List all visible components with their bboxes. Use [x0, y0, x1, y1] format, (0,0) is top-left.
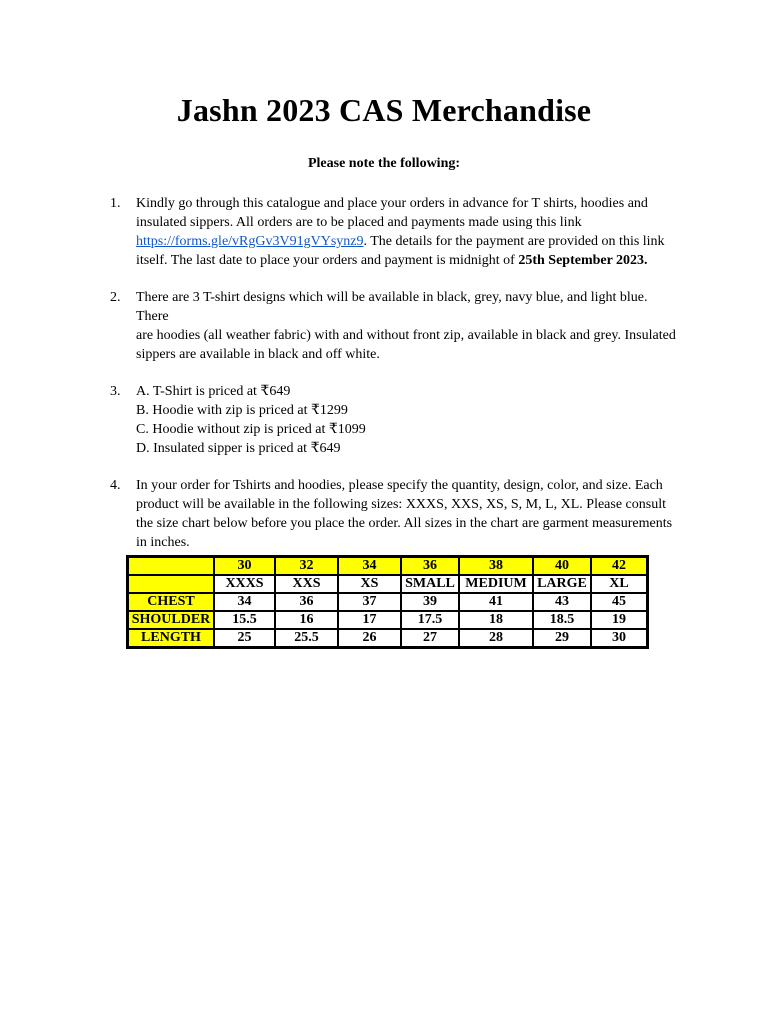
page-title: Jashn 2023 CAS Merchandise: [176, 92, 592, 128]
table-cell: 18.5: [533, 611, 591, 629]
list-item-3: [110, 382, 680, 458]
row-label: LENGTH: [128, 629, 215, 648]
list-line: [136, 232, 680, 251]
list-line: in inches.: [136, 535, 190, 550]
table-cell: 17.5: [401, 611, 459, 629]
instructions-list: [110, 194, 680, 570]
size-number-cell: 34: [338, 557, 401, 576]
price-list: [136, 382, 680, 458]
list-item-body: [136, 476, 680, 552]
list-item-4: [110, 476, 680, 552]
list-line: There are 3 T-shirt designs which will be available in black, grey, navy blue, and light blue. There: [136, 290, 648, 324]
size-name-row: [128, 575, 648, 593]
size-name-cell: XXXS: [214, 575, 275, 593]
size-name-cell: LARGE: [533, 575, 591, 593]
size-number-cell: 36: [401, 557, 459, 576]
size-number-cell: 32: [275, 557, 338, 576]
table-cell: 36: [275, 593, 338, 611]
price-line: A. T-Shirt is priced at ₹649: [136, 384, 291, 399]
table-cell: 41: [459, 593, 533, 611]
list-line-text: itself. The last date to place your orders and payment is midnight of: [136, 253, 519, 268]
price-line: C. Hoodie without zip is priced at ₹1099: [136, 422, 366, 437]
list-line: [136, 251, 680, 270]
table-cell: 39: [401, 593, 459, 611]
size-number-cell: 42: [591, 557, 648, 576]
size-chart-table: [126, 555, 649, 649]
list-line: Kindly go through this catalogue and place your orders in advance for T shirts, hoodies and: [136, 196, 648, 211]
size-number-cell: 38: [459, 557, 533, 576]
table-cell: 16: [275, 611, 338, 629]
list-item-body: [136, 288, 680, 364]
size-name-cell: XS: [338, 575, 401, 593]
size-number-cell: 30: [214, 557, 275, 576]
table-cell: 34: [214, 593, 275, 611]
size-name-cell: SMALL: [401, 575, 459, 593]
list-line: insulated sippers. All orders are to be placed and payments made using this link: [136, 215, 582, 230]
list-item-2: [110, 288, 680, 364]
row-label: SHOULDER: [128, 611, 215, 629]
list-item-body: [136, 194, 680, 270]
list-line-text: . The details for the payment are provided on this link: [363, 234, 665, 249]
list-item-1: [110, 194, 680, 270]
row-label: CHEST: [128, 593, 215, 611]
table-row-chest: [128, 593, 648, 611]
list-line: the size chart below before you place the order. All sizes in the chart are garment measurements: [136, 516, 673, 531]
size-name-cell: XL: [591, 575, 648, 593]
deadline-date: 25th September 2023.: [518, 253, 648, 268]
price-line: B. Hoodie with zip is priced at ₹1299: [136, 403, 348, 418]
price-line: D. Insulated sipper is priced at ₹649: [136, 441, 341, 456]
table-cell: 30: [591, 629, 648, 648]
size-number-row: [128, 557, 648, 576]
order-form-link[interactable]: https://forms.gle/vRgGv3V91gVYsynz9: [136, 234, 364, 249]
table-cell: 25.5: [275, 629, 338, 648]
list-number: 4.: [110, 478, 121, 493]
size-name-cell: MEDIUM: [459, 575, 533, 593]
table-cell: 15.5: [214, 611, 275, 629]
table-cell: 28: [459, 629, 533, 648]
table-cell: 27: [401, 629, 459, 648]
table-cell: 37: [338, 593, 401, 611]
list-number: 2.: [110, 290, 121, 305]
list-number: 1.: [110, 196, 121, 211]
list-line: In your order for Tshirts and hoodies, please specify the quantity, design, color, and size. Each: [136, 478, 663, 493]
corner-cell: [128, 575, 215, 593]
table-row-length: [128, 629, 648, 648]
table-cell: 18: [459, 611, 533, 629]
table-row-shoulder: [128, 611, 648, 629]
table-cell: 29: [533, 629, 591, 648]
list-line: are hoodies (all weather fabric) with and without front zip, available in black and grey. Insulated: [136, 328, 676, 343]
table-cell: 43: [533, 593, 591, 611]
table-cell: 26: [338, 629, 401, 648]
size-number-cell: 40: [533, 557, 591, 576]
list-number: 3.: [110, 384, 121, 399]
size-name-cell: XXS: [275, 575, 338, 593]
table-cell: 17: [338, 611, 401, 629]
corner-cell: [128, 557, 215, 576]
table-cell: 19: [591, 611, 648, 629]
list-line: sippers are available in black and off white.: [136, 347, 380, 362]
note-heading: Please note the following:: [307, 156, 461, 171]
table-cell: 45: [591, 593, 648, 611]
list-line: product will be available in the following sizes: XXXS, XXS, XS, S, M, L, XL. Please consult: [136, 497, 666, 512]
table-cell: 25: [214, 629, 275, 648]
